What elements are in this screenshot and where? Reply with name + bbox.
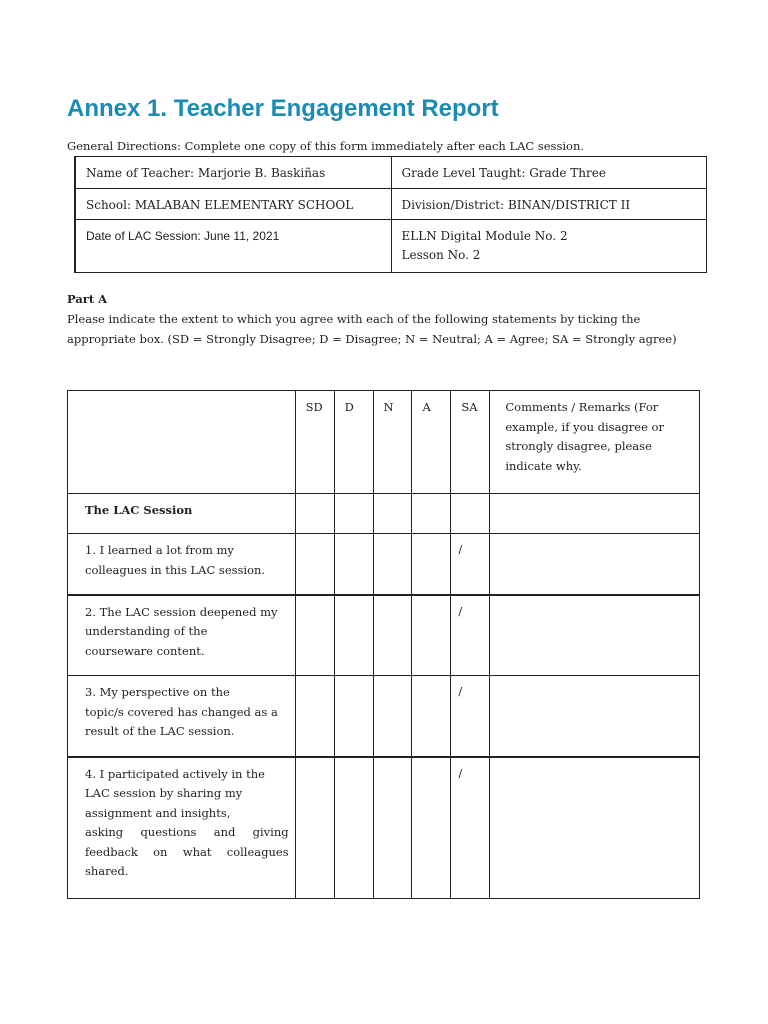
statement-line: shared. — [85, 864, 129, 878]
statement-row-3 — [68, 676, 700, 757]
page-title: Annex 1. Teacher Engagement Report — [67, 95, 499, 122]
grade-level-cell — [391, 157, 707, 189]
rating-cell-sa[interactable]: / — [451, 534, 490, 595]
comments-cell[interactable] — [490, 494, 700, 534]
rating-header-row — [68, 391, 700, 494]
comments-cell[interactable] — [490, 676, 700, 757]
rating-cell[interactable] — [412, 676, 451, 757]
statement-text — [68, 534, 296, 595]
comments-cell[interactable] — [490, 595, 700, 676]
rating-cell[interactable] — [412, 494, 451, 534]
rating-cell[interactable] — [295, 534, 334, 595]
info-row-2 — [75, 189, 707, 220]
section-title: The LAC Session — [68, 494, 296, 534]
school-cell — [75, 189, 391, 220]
header-a: A — [412, 391, 451, 494]
comments-cell[interactable] — [490, 534, 700, 595]
rating-cell[interactable] — [412, 757, 451, 899]
rating-cell[interactable] — [295, 757, 334, 899]
statement-row-2 — [68, 595, 700, 676]
statement-line: LAC session by sharing my — [85, 786, 243, 800]
part-a-instructions: Please indicate the extent to which you agree with each of the following statements by ticking the appropriate box. (SD = Strongly Disagree; D = Disagree; N = Neutral; A = Agree; SA = Strongly agree) — [67, 312, 677, 346]
statement-text — [68, 676, 296, 757]
lac-session-date: Date of LAC Session: June 11, 2021 — [86, 229, 280, 243]
part-a-heading: Part A — [67, 292, 108, 306]
rating-cell[interactable] — [334, 676, 373, 757]
info-row-3 — [75, 220, 707, 273]
statement-row-4 — [68, 757, 700, 899]
info-row-1 — [75, 157, 707, 189]
rating-cell[interactable] — [451, 494, 490, 534]
module-number: ELLN Digital Module No. 2 — [401, 229, 568, 243]
statement-text — [68, 595, 296, 676]
statement-line: topic/s covered has changed as a — [85, 704, 278, 719]
statement-line: understanding of the — [85, 624, 208, 638]
rating-cell[interactable] — [334, 757, 373, 899]
statement-line: colleagues in this LAC session. — [85, 562, 266, 577]
statement-text — [68, 757, 296, 899]
section-row — [68, 494, 700, 534]
division-district: Division/District: BINAN/DISTRICT II — [401, 198, 631, 212]
rating-cell[interactable] — [373, 595, 412, 676]
rating-cell[interactable] — [412, 595, 451, 676]
division-cell — [391, 189, 707, 220]
school-name: School: MALABAN ELEMENTARY SCHOOL — [86, 198, 354, 212]
comments-cell[interactable] — [490, 757, 700, 899]
comments-header-line: indicate why. — [505, 458, 582, 473]
header-n: N — [373, 391, 412, 494]
statement-line: 1. I learned a lot from my — [85, 543, 234, 557]
statement-line: asking questions and giving — [85, 825, 289, 839]
rating-cell-sa[interactable]: / — [451, 595, 490, 676]
statement-line: courseware content. — [85, 643, 205, 658]
rating-cell[interactable] — [334, 534, 373, 595]
rating-cell[interactable] — [295, 595, 334, 676]
rating-cell[interactable] — [373, 494, 412, 534]
statement-line: feedback on what colleagues — [85, 844, 289, 859]
statement-row-1 — [68, 534, 700, 595]
teacher-info-table — [74, 156, 707, 273]
comments-header-line: strongly disagree, please — [505, 439, 652, 453]
statement-line: 2. The LAC session deepened my — [85, 604, 278, 619]
header-sd: SD — [295, 391, 334, 494]
rating-cell[interactable] — [412, 534, 451, 595]
rating-cell[interactable] — [295, 494, 334, 534]
comments-header-line: example, if you disagree or — [505, 419, 664, 434]
rating-cell[interactable] — [295, 676, 334, 757]
rating-cell[interactable] — [373, 676, 412, 757]
header-d: D — [334, 391, 373, 494]
statement-line: 3. My perspective on the — [85, 685, 230, 699]
rating-cell[interactable] — [334, 595, 373, 676]
comments-header-line: Comments / Remarks (For — [505, 400, 659, 414]
date-cell — [75, 220, 391, 273]
rating-cell[interactable] — [373, 534, 412, 595]
header-sa: SA — [451, 391, 490, 494]
rating-table — [67, 390, 700, 899]
rating-cell[interactable] — [334, 494, 373, 534]
statement-line: assignment and insights, — [85, 805, 231, 820]
comments-header — [490, 391, 700, 494]
teacher-name-cell — [75, 157, 391, 189]
general-directions: General Directions: Complete one copy of this form immediately after each LAC session. — [67, 139, 585, 153]
rating-cell-sa[interactable]: / — [451, 676, 490, 757]
module-cell — [391, 220, 707, 273]
teacher-name: Name of Teacher: Marjorie B. Baskiñas — [86, 166, 326, 180]
rating-cell-sa[interactable]: / — [451, 757, 490, 899]
grade-level: Grade Level Taught: Grade Three — [401, 166, 606, 180]
statement-header-cell — [68, 391, 296, 494]
statement-line: result of the LAC session. — [85, 724, 235, 738]
rating-cell[interactable] — [373, 757, 412, 899]
statement-line: 4. I participated actively in the — [85, 766, 265, 781]
lesson-number: Lesson No. 2 — [401, 248, 481, 262]
